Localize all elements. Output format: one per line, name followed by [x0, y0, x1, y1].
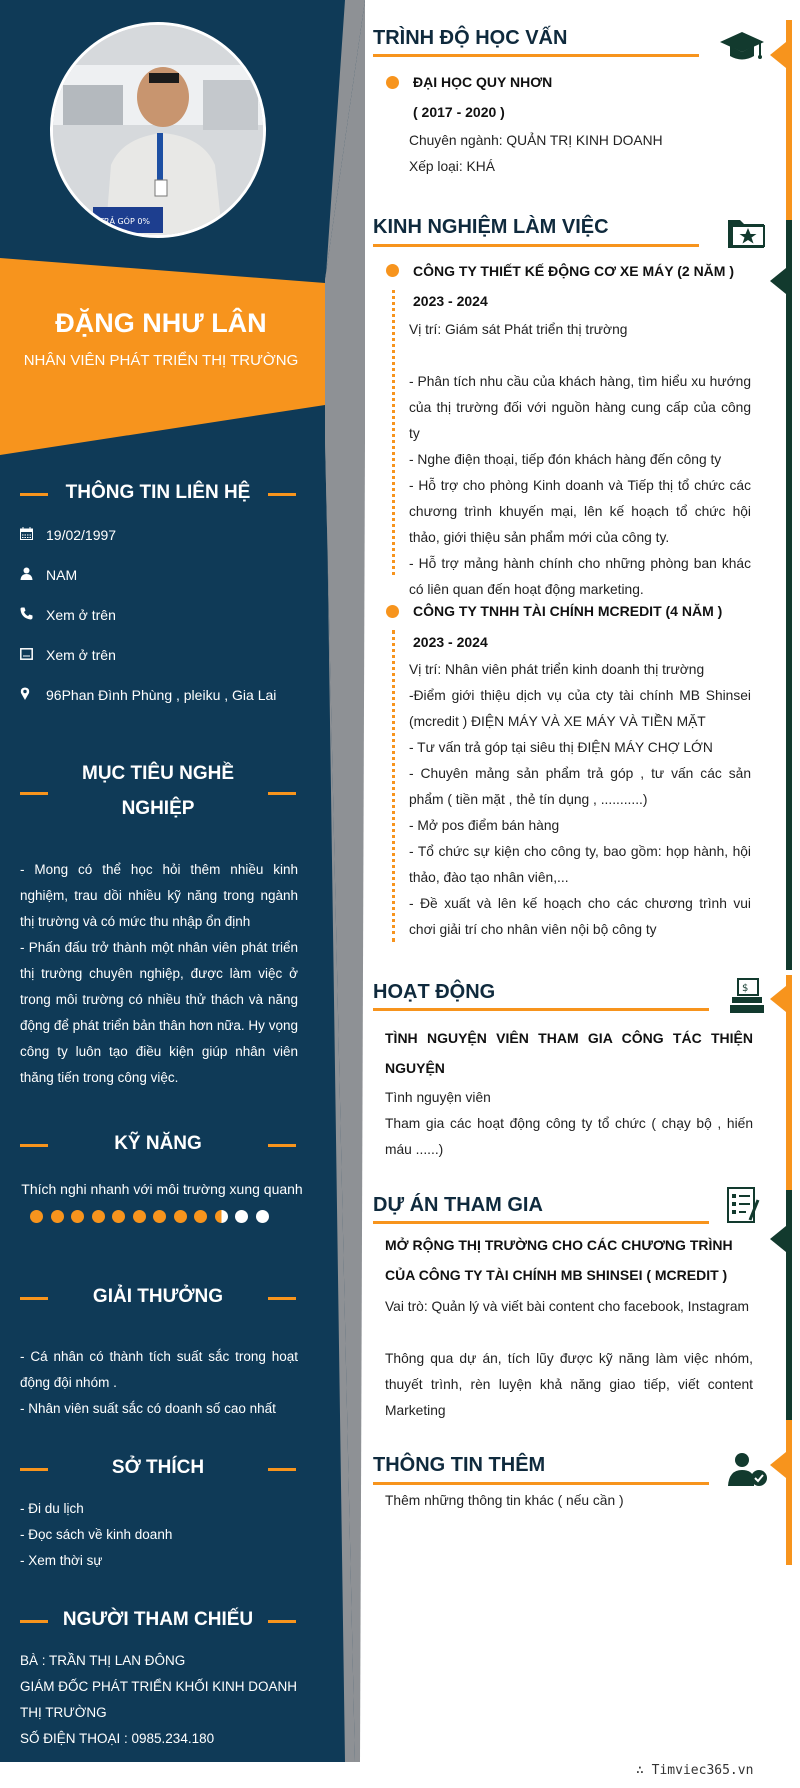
section-line-right	[268, 493, 296, 496]
awards-section-title: GIẢI THƯỞNG	[92, 1286, 224, 1307]
education-grade: Xếp loại: KHÁ	[409, 159, 495, 174]
graduation-cap-icon	[720, 30, 764, 68]
hobby-item: - Xem thời sự	[20, 1553, 103, 1568]
candidate-job-title: NHÂN VIÊN PHÁT TRIỂN THỊ TRƯỜNG	[23, 352, 299, 369]
reference-position: GIÁM ĐỐC PHÁT TRIỂN KHỐI KINH DOANH THỊ TRƯỜNG	[20, 1679, 298, 1720]
contact-birthdate	[20, 523, 116, 547]
phone-icon	[20, 607, 46, 623]
objective-text: - Mong có thể học hỏi thêm nhiều kinh nghiệm, trau dồi nhiều kỹ năng trong ngành thị trường và có mức thu nhập ổn định - Phấn đấu trở thành một nhân viên phát triển thị trường chuyên nghiệp, được làm việc ở trong môi trường có nhiều thử thách và năng động để phát triển bản thân hơn nữa. Hy vọng công ty luôn tạo điều kiện giúp nhân viên thăng tiến trong công việc.	[20, 862, 298, 1085]
contact-section-title: THÔNG TIN LIÊN HỆ	[65, 482, 251, 503]
timeline-marker	[770, 42, 786, 68]
section-line-right	[268, 1297, 296, 1300]
skill-rating-dot	[153, 1210, 166, 1223]
watermark: ∴ Timviec365.vn	[636, 1763, 754, 1778]
job-position: Vị trí: Nhân viên phát triển kinh doanh thị trường	[409, 662, 705, 677]
title-underline	[373, 244, 699, 247]
skill-name: Thích nghi nhanh với môi trường xung quanh	[21, 1181, 303, 1197]
job-details: -Điểm giới thiệu dịch vụ của cty tài chính MB Shinsei (mcredit ) ĐIỆN MÁY VÀ XE MÁY VÀ TIỀN MẶT - Tư vấn trả góp tại siêu thị ĐIỆN MÁY CHỢ LỚN - Chuyên mảng sản phẩm trả góp , tư vấn các sản phẩm ( tiền mặt , thẻ tín dụng , ...........) - Mở pos điểm bán hàng - Tổ chức sự kiện cho công ty, bao gồm: họp hành, hội thảo, đào tạo nhân viên,... - Đề xuất và lên kế hoạch cho các chương trình vui chơi giải trí cho nhân viên nội bộ công ty	[409, 688, 751, 937]
calendar-icon	[20, 527, 46, 543]
skill-rating-dot	[133, 1210, 146, 1223]
section-line-right	[268, 792, 296, 795]
title-underline	[373, 54, 699, 57]
activities-section-title: HOẠT ĐỘNG	[373, 981, 496, 1003]
education-section-title: TRÌNH ĐỘ HỌC VẤN	[373, 27, 568, 49]
person-icon	[20, 567, 46, 583]
job-details: - Phân tích nhu cầu của khách hàng, tìm hiểu xu hướng của thị trường đối với nguồn hàng cung cấp của công ty - Nghe điện thoại, tiếp đón khách hàng đến công ty - Hỗ trợ cho phòng Kinh doanh và Tiếp thị tổ chức các chương trình khuyến mại, lên kế hoạch tổ chức hội thảo, giới thiệu sản phẩm mới của công ty. - Hỗ trợ mảng hành chính cho những phòng ban khác có liên quan đến hoạt động marketing.	[409, 374, 751, 597]
contact-phone	[20, 603, 116, 627]
section-line-right	[268, 1144, 296, 1147]
skill-rating-dot	[71, 1210, 84, 1223]
skill-rating-dot	[215, 1210, 228, 1223]
timeline-bar-orange	[786, 1420, 792, 1565]
job-bullet	[386, 264, 399, 277]
project-text: Thông qua dự án, tích lũy được kỹ năng làm việc nhóm, thuyết trình, rèn luyện khả năng giao tiếp, viết content Marketing	[385, 1351, 753, 1418]
job-period: 2023 - 2024	[413, 293, 488, 309]
activity-text: Tham gia các hoạt động công ty tổ chức ( chạy bộ , hiến máu ......)	[385, 1116, 753, 1157]
skill-rating-dot	[30, 1210, 43, 1223]
section-line-right	[268, 1620, 296, 1623]
phone-text: Xem ở trên	[46, 607, 116, 623]
skill-rating-dot	[51, 1210, 64, 1223]
timeline-marker	[770, 986, 786, 1012]
education-school: ĐẠI HỌC QUY NHƠN	[413, 74, 553, 90]
skills-section-title: KỸ NĂNG	[114, 1133, 202, 1154]
timeline-bar-green	[786, 220, 792, 970]
title-underline	[373, 1221, 709, 1224]
title-underline	[373, 1008, 709, 1011]
additional-section-title: THÔNG TIN THÊM	[373, 1454, 546, 1476]
section-line-right	[268, 1468, 296, 1471]
activity-name: TÌNH NGUYỆN VIÊN THAM GIA CÔNG TÁC THIỆN NGUYỆN	[385, 1030, 753, 1076]
location-icon	[20, 687, 46, 703]
job-bullet	[386, 605, 399, 618]
folder-star-icon	[726, 216, 770, 254]
activity-role: Tình nguyện viên	[385, 1090, 491, 1105]
skill-rating-dot	[194, 1210, 207, 1223]
birthdate-text: 19/02/1997	[46, 527, 117, 543]
skill-rating-dot	[256, 1210, 269, 1223]
title-underline	[373, 1482, 709, 1485]
projects-section-title: DỰ ÁN THAM GIA	[373, 1194, 543, 1216]
timeline-bar-orange	[786, 20, 792, 220]
gender-text: NAM	[46, 567, 78, 583]
job-company: CÔNG TY THIẾT KẾ ĐỘNG CƠ XE MÁY (2 NĂM )	[413, 263, 735, 279]
references-section-title: NGƯỜI THAM CHIẾU	[62, 1609, 254, 1630]
timeline-bar-green	[786, 1190, 792, 1420]
skill-rating-dot	[174, 1210, 187, 1223]
charity-donation-icon	[728, 977, 772, 1015]
email-text: Xem ở trên	[46, 647, 116, 663]
skill-rating-dot	[235, 1210, 248, 1223]
objective-title-line2: NGHIỆP	[121, 798, 195, 819]
education-period: ( 2017 - 2020 )	[413, 104, 505, 120]
timeline-marker	[770, 268, 786, 294]
contact-gender	[20, 563, 77, 587]
job-company: CÔNG TY TNHH TÀI CHÍNH MCREDIT (4 NĂM )	[413, 603, 723, 619]
project-name: MỞ RỘNG THỊ TRƯỜNG CHO CÁC CHƯƠNG TRÌNH CỦA CÔNG TY TÀI CHÍNH MB SHINSEI ( MCREDIT )	[385, 1237, 733, 1283]
checklist-document-icon	[724, 1186, 768, 1224]
svg-text:$: $	[742, 983, 749, 994]
experience-timeline-dots	[392, 290, 395, 575]
contact-email	[20, 643, 116, 667]
experience-section-title: KINH NGHIỆM LÀM VIỆC	[373, 216, 609, 238]
awards-text: - Cá nhân có thành tích suất sắc trong hoạt động đội nhóm . - Nhân viên suất sắc có doanh số cao nhất	[20, 1349, 298, 1416]
hobbies-section-title: SỞ THÍCH	[111, 1457, 205, 1478]
svg-text:TRẢ GÓP 0%: TRẢ GÓP 0%	[99, 217, 151, 226]
education-bullet	[386, 76, 399, 89]
address-text: 96Phan Đình Phùng , pleiku , Gia Lai	[46, 687, 277, 703]
skill-rating-dot	[92, 1210, 105, 1223]
avatar	[50, 22, 266, 238]
additional-text: Thêm những thông tin khác ( nếu cần )	[385, 1493, 624, 1508]
skill-rating	[30, 1210, 290, 1224]
project-role: Vai trò: Quản lý và viết bài content cho facebook, Instagram	[385, 1299, 750, 1314]
timeline-marker	[770, 1226, 786, 1252]
contact-address	[20, 683, 276, 707]
candidate-name: ĐẶNG NHƯ LÂN	[55, 308, 267, 338]
timeline-bar-orange	[786, 975, 792, 1190]
hobby-item: - Đọc sách về kinh doanh	[20, 1527, 173, 1542]
job-position: Vị trí: Giám sát Phát triển thị trường	[409, 322, 628, 337]
objective-title-line1: MỤC TIÊU NGHỀ	[82, 763, 234, 784]
user-check-icon	[728, 1452, 772, 1490]
reference-name: BÀ : TRẦN THỊ LAN ĐÔNG	[20, 1653, 186, 1668]
experience-timeline-dots	[392, 630, 395, 942]
reference-phone: SỐ ĐIỆN THOẠI : 0985.234.180	[20, 1731, 215, 1746]
job-period: 2023 - 2024	[413, 634, 488, 650]
email-icon	[20, 648, 46, 663]
skill-rating-dot	[112, 1210, 125, 1223]
education-major: Chuyên ngành: QUẢN TRỊ KINH DOANH	[409, 133, 663, 148]
timeline-marker	[770, 1452, 786, 1478]
section-line-left	[20, 792, 48, 795]
hobby-item: - Đi du lịch	[20, 1501, 84, 1516]
